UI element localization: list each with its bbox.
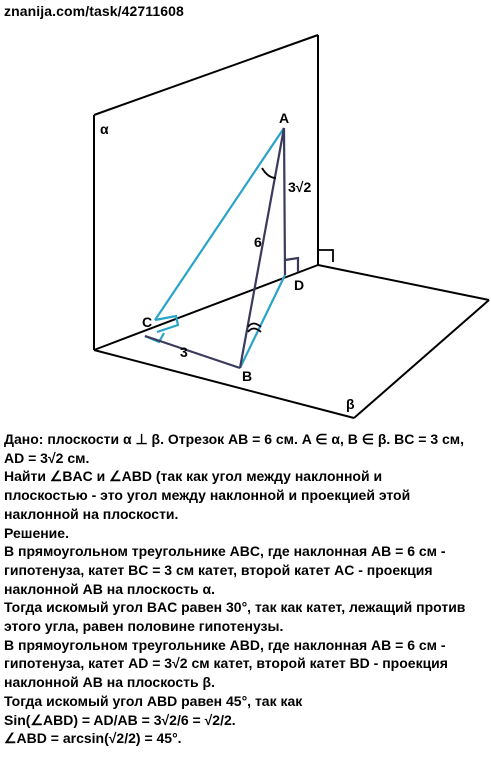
label-length-AB: 6 [254,234,262,250]
label-point-D: D [294,277,305,293]
label-plane-beta: β [346,396,355,412]
angle-mark-ABD [248,324,261,328]
segment-BD [240,275,285,368]
solution-line-abd-2: гипотенуза, катет AD = 3√2 см катет, второй катет BD - проекция [4,655,448,672]
label-point-B: B [242,368,253,384]
plane-beta-front-edge [94,350,354,418]
solution-line-heading: Решение. [4,524,69,541]
segment-CB [145,336,240,368]
plane-beta-back-edge [318,265,489,300]
solution-line-abd-3: наклонной AB на плоскость β. [4,674,215,691]
planes-right-angle-mark [318,250,333,262]
solution-line-abc-1: В прямоугольном треугольнике ABC, где наклонная AB = 6 см - [4,543,446,560]
solution-line-given-1: Дано: плоскости α ⊥ β. Отрезок AB = 6 см. A ∈ α, B ∈ β. BC = 3 см, [4,431,465,447]
solution-line-given-2: AD = 3√2 см. [4,449,90,466]
solution-line-find-3: наклонной на плоскости. [4,505,179,522]
label-point-A: A [279,110,290,126]
solution-line-angle-2: Sin(∠ABD) = AD/AB = 3√2/6 = √2/2. [4,711,236,728]
plane-beta [94,265,489,418]
segment-AB [240,128,284,368]
solution-line-abd-1: В прямоугольном треугольнике ABD, где наклонная AB = 6 см - [4,636,446,653]
segment-AD [284,128,285,275]
solution-line-bac-2: этого угла, равен половине гипотенузы. [4,618,284,635]
label-point-C: C [142,314,153,330]
label-length-AD: 3√2 [288,179,312,195]
source-url[interactable]: znanija.com/task/42711608 [4,3,184,19]
solution-line-angle-3: ∠ABD = arcsin(√2/2) = 45°. [4,730,182,747]
solution-text [4,430,489,748]
projection-lines [145,128,285,368]
solution-line-angle-1: Тогда искомый угол ABD равен 45°, так как [4,692,303,709]
angle-mark-BAC [262,168,276,178]
label-plane-alpha: α [100,121,109,137]
plane-alpha-top-edge [94,35,318,115]
segment-AC [155,128,284,320]
solution-line-abc-2: гипотенуза, катет BC = 3 см катет, второй катет AC - проекция [4,561,433,578]
solution-line-abc-3: наклонной AB на плоскость α. [4,580,216,597]
solution-line-bac-1: Тогда искомый угол BAC равен 30°, так как катет, лежащий против [4,599,466,616]
solution-line-find-1: Найти ∠BAC и ∠ABD (так как угол между наклонной и [4,468,383,485]
label-length-BC: 3 [180,344,188,360]
solution-line-find-2: плоскостью - это угол между наклонной и проекцией этой [4,487,411,504]
plane-beta-right-edge [354,300,489,418]
main-segments [145,128,298,368]
right-angle-mark-D [285,258,298,272]
